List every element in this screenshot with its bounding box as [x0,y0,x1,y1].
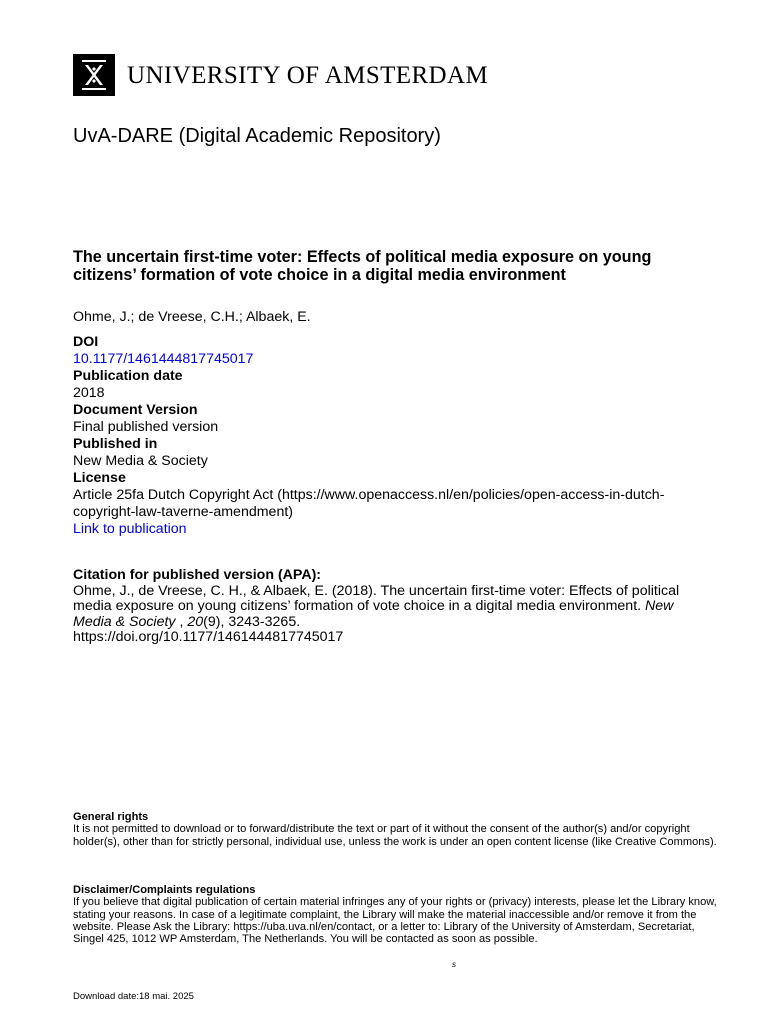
version-value: Final published version [73,419,219,435]
disclaimer-text: If you believe that digital publication of certain material infringes any of your rights or (privacy) interests, please let the Library know, stating your reasons. In case of a legitimate complaint, the Library will make the material inaccessible and/or remove it from the website. Please Ask the Library: https://uba.uva.nl/en/contact, or a letter to: Library of the University of Amsterdam, Secretariat, Singel 425, 1012 WP Amsterdam, The Netherlands. You will be contacted as soon as possible. [73,896,717,946]
doi-label: DOI [73,334,99,350]
pubdate-value: 2018 [73,385,105,401]
link-to-publication[interactable]: Link to publication [73,521,187,537]
citation-issue-pages: (9), 3243-3265. [203,613,301,630]
citation-label: Citation for published version (APA): [73,567,322,583]
citation-block [73,568,703,646]
uva-crest-icon [73,54,115,96]
disclaimer-label: Disclaimer/Complaints regulations [73,884,256,896]
license-value: Article 25fa Dutch Copyright Act (https://www.openaccess.nl/en/policies/open-access-in-dutch-copyright-law-taverne-amendment) [73,487,665,520]
citation-body: Ohme, J., de Vreese, C. H., & Albaek, E. (2018). The uncertain first-time voter: Effects of political media exposure on young citizens’ formation of vote choice in a digital media environment. [73,582,680,614]
page-mark: s [452,960,456,969]
version-label: Document Version [73,402,198,418]
general-rights [73,811,723,848]
license-label: License [73,470,126,486]
authors: Ohme, J.; de Vreese, C.H.; Albaek, E. [73,309,311,325]
published-in-label: Published in [73,436,158,452]
university-name: UNIVERSITY OF AMSTERDAM [127,61,489,89]
university-logo [73,54,488,96]
citation-sep: , [175,613,184,630]
general-rights-label: General rights [73,811,149,823]
repository-title: UvA-DARE (Digital Academic Repository) [73,125,441,147]
article-metadata [73,309,703,538]
doi-link[interactable]: 10.1177/1461444817745017 [73,351,254,367]
pubdate-label: Publication date [73,368,183,384]
citation-journal: New Media & Society [73,598,674,630]
disclaimer [73,884,723,945]
article-title: The uncertain first-time voter: Effects of political media exposure on young citizens’ formation of vote choice in a digital media environment [73,248,652,284]
citation-volume: 20 [187,613,204,630]
citation-url: https://doi.org/10.1177/1461444817745017 [73,629,344,645]
general-rights-text: It is not permitted to download or to forward/distribute the text or part of it without the consent of the author(s) and/or copyright holder(s), other than for strictly personal, individual use, unless the work is under an open content license (like Creative Commons). [73,823,717,848]
published-in-value: New Media & Society [73,453,208,469]
citation-text [73,584,703,646]
download-date: Download date:18 mai. 2025 [73,991,194,1002]
